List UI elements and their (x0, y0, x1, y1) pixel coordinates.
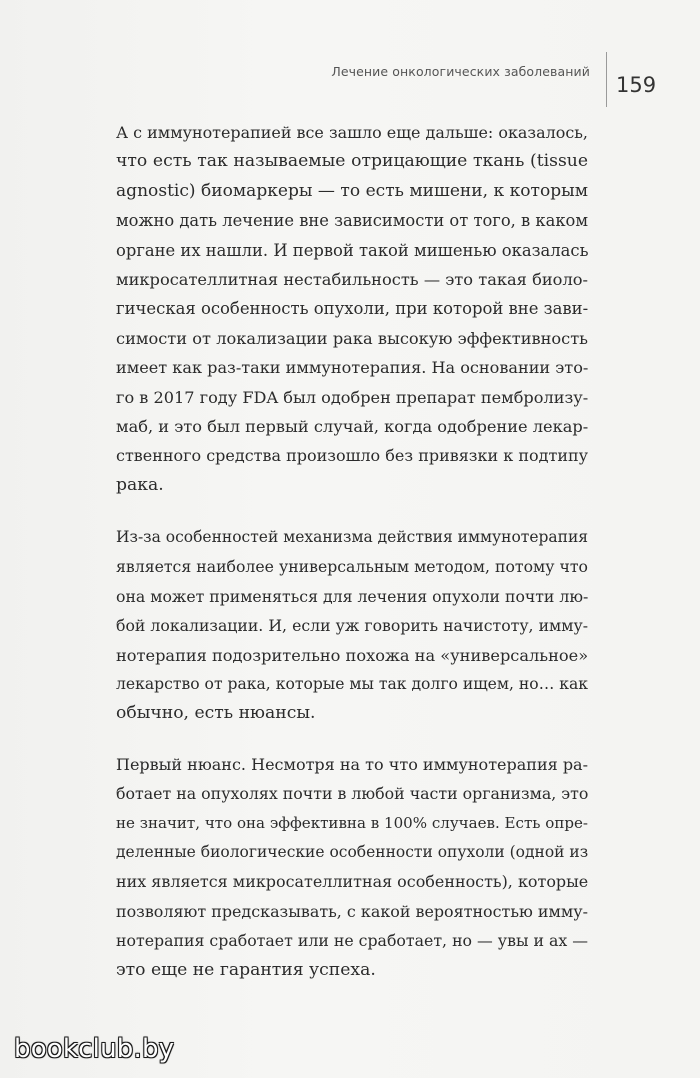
paragraph-1 (116, 118, 588, 500)
watermark: bookclub.by (14, 1034, 175, 1064)
text-line: маб, и это был первый случай, когда одобрение лекар- (116, 416, 589, 436)
body-text (116, 118, 588, 1007)
text-line: гическая особенность опухоли, при которой вне зави- (116, 299, 589, 319)
text-line: ственного средства произошло без привязки к подтипу (116, 446, 588, 466)
text-line: них является микросателлитная особенность), которые (116, 872, 589, 892)
text-line: лекарство от рака, которые мы так долго ищем, но… как (116, 675, 588, 694)
text-line: обычно, есть нюансы. (116, 703, 316, 724)
text-line: микросателлитная нестабильность — это такая биоло- (116, 269, 588, 289)
text-line: рака. (116, 474, 164, 495)
text-line: является наиболее универсальным методом, потому что (116, 557, 588, 577)
text-line: деленные биологические особенности опухоли (одной из (116, 842, 589, 861)
text-line: ботает на опухолях почти в любой части организма, это (116, 784, 589, 804)
page-number: 159 (616, 73, 657, 97)
header-divider (606, 52, 607, 107)
text-line: agnostic) биомаркеры — то есть мишени, к которым (116, 180, 588, 201)
text-line: нотерапия подозрительно похожа на «универсальное» (116, 645, 589, 665)
text-line: можно дать лечение вне зависимости от того, в каком (116, 211, 588, 231)
text-line: Из-за особенностей механизма действия иммунотерапия (116, 528, 589, 547)
text-line: нотерапия сработает или не сработает, но — увы и ах — (116, 931, 589, 951)
text-line: А с иммунотерапией все зашло еще дальше: оказалось, (116, 123, 588, 142)
text-line: Первый нюанс. Несмотря на то что иммунотерапия ра- (116, 754, 588, 774)
text-line: это еще не гарантия успеха. (116, 959, 376, 980)
text-line: органе их нашли. И первой такой мишенью оказалась (116, 240, 589, 260)
running-header: Лечение онкологических заболеваний (331, 64, 590, 79)
paragraph-3 (116, 750, 588, 985)
text-line: симости от локализации рака высокую эффективность (116, 328, 588, 348)
text-line: бой локализации. И, если уж говорить начистоту, имму- (116, 616, 588, 636)
text-line: го в 2017 году FDA был одобрен препарат пембролизу- (116, 387, 589, 407)
text-line: что есть так называемые отрицающие ткань (tissue (116, 151, 588, 172)
text-line: не значит, что она эффективна в 100% случаев. Есть опре- (116, 813, 588, 832)
text-line: она может применяться для лечения опухоли почти лю- (116, 586, 589, 606)
paragraph-2 (116, 523, 588, 729)
text-line: имеет как раз-таки иммунотерапия. На основании это- (116, 358, 589, 378)
text-line: позволяют предсказывать, с какой вероятностью имму- (116, 901, 588, 921)
